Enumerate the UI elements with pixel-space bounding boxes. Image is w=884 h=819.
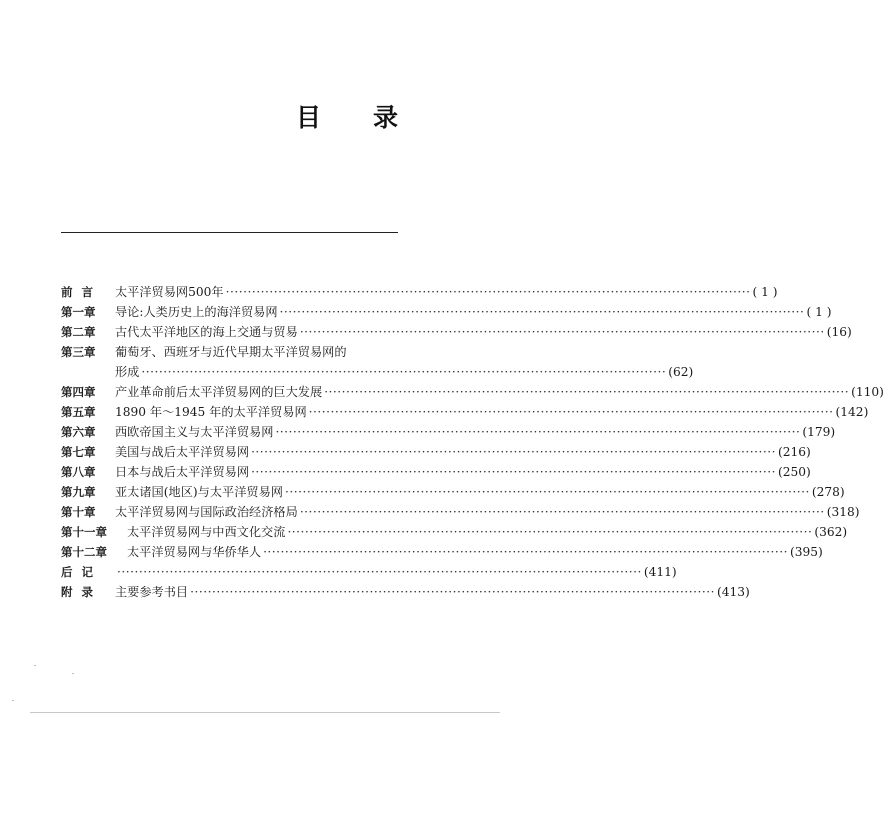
toc-entry-page: (413) — [717, 585, 750, 599]
toc-entry-title: 美国与战后太平洋贸易网 — [115, 445, 250, 459]
toc-leader-dots: ························································································································ — [299, 505, 825, 519]
toc-entry-title: 主要参考书目 — [115, 585, 189, 599]
toc-entry — [61, 322, 852, 342]
toc-entry-page: (250) — [777, 465, 811, 479]
toc-entry-title: 太平洋贸易网与华侨华人 — [127, 545, 262, 559]
toc-entry-body — [115, 342, 399, 362]
toc-entry-body — [115, 402, 869, 422]
toc-entry-title: 西欧帝国主义与太平洋贸易网 — [115, 425, 274, 439]
toc-leader-dots: ························································································································ — [141, 365, 667, 379]
toc-entry — [61, 362, 694, 382]
toc-leader-dots: ························································································································ — [263, 545, 788, 559]
toc-leader-dots: ························································································································ — [225, 285, 751, 299]
toc-leader-dots: ························································································································ — [275, 425, 801, 439]
toc-entry — [61, 522, 848, 542]
toc-entry-body — [115, 422, 836, 442]
toc-entry — [61, 342, 399, 362]
toc-entry — [61, 402, 869, 422]
page-title — [296, 98, 406, 132]
toc-entry-title: 产业革命前后太平洋贸易网的巨大发展 — [115, 385, 323, 399]
toc-entry-label: 第九章 — [61, 485, 96, 499]
toc-entry — [61, 482, 845, 502]
toc-entry-label: 第三章 — [61, 345, 96, 359]
toc-entry-page: (411) — [643, 565, 677, 579]
toc-entry-body — [115, 322, 852, 342]
toc-leader-dots: ························································································································ — [117, 565, 642, 579]
scan-speck — [72, 673, 74, 674]
toc-entry-page: ( 1 ) — [806, 305, 832, 319]
toc-entry-label: 第十章 — [61, 505, 96, 519]
toc-entry-title: 亚太诸国(地区)与太平洋贸易网 — [115, 485, 283, 499]
toc-entry-label: 第十一章 — [61, 525, 107, 539]
toc-entry-label: 第六章 — [61, 425, 96, 439]
toc-entry-title: 1890 年～1945 年的太平洋贸易网 — [115, 405, 307, 419]
toc-leader-dots: ························································································································ — [284, 485, 810, 499]
toc-entry-label: 后记 — [61, 565, 102, 579]
toc-entry-body — [115, 462, 811, 482]
toc-entry-label: 第七章 — [61, 445, 96, 459]
toc-entry-page: (395) — [789, 545, 823, 559]
toc-entry-body — [115, 362, 694, 382]
toc-entry-label: 第八章 — [61, 465, 96, 479]
title-divider — [61, 232, 398, 233]
toc-entry-body — [115, 282, 778, 302]
toc-entry-body — [115, 442, 811, 462]
toc-entry — [61, 562, 677, 582]
toc-entry — [61, 582, 750, 602]
toc-entry-body — [115, 382, 884, 402]
toc-entry-label: 第十二章 — [61, 545, 107, 559]
toc-entry — [61, 382, 884, 402]
title-char-2: 录 — [373, 103, 399, 132]
title-char-1: 目 — [296, 103, 322, 132]
toc-entry-label: 前言 — [61, 285, 102, 299]
toc-entry — [61, 302, 832, 322]
toc-entry — [61, 442, 811, 462]
page-bottom-edge — [30, 712, 500, 713]
toc-leader-dots: ························································································································ — [251, 445, 776, 459]
toc-entry-body — [127, 522, 848, 542]
toc-entry-title: 太平洋贸易网与国际政治经济格局 — [115, 505, 298, 519]
toc-entry — [61, 422, 836, 442]
scan-speck — [34, 665, 36, 666]
toc-entry-page: (278) — [811, 485, 845, 499]
toc-leader-dots: ························································································································ — [299, 325, 825, 339]
toc-entry-title: 葡萄牙、西班牙与近代早期太平洋贸易网的 — [115, 345, 347, 359]
table-of-contents — [61, 282, 884, 602]
toc-entry-title: 导论:人类历史上的海洋贸易网 — [115, 305, 278, 319]
toc-entry-body — [115, 482, 845, 502]
toc-entry-page: (16) — [826, 325, 852, 339]
toc-entry-page: ( 1 ) — [752, 285, 778, 299]
toc-entry-title: 日本与战后太平洋贸易网 — [115, 465, 250, 479]
toc-entry-label: 第四章 — [61, 385, 96, 399]
toc-entry-label: 第一章 — [61, 305, 96, 319]
toc-entry-page: (62) — [668, 365, 694, 379]
toc-entry-label: 附录 — [61, 585, 102, 599]
toc-entry-body — [115, 302, 832, 322]
toc-entry-page: (110) — [851, 385, 884, 399]
toc-entry-label: 第二章 — [61, 325, 96, 339]
toc-entry — [61, 502, 860, 522]
toc-entry-title: 形成 — [115, 365, 140, 379]
toc-entry-body — [127, 542, 823, 562]
toc-leader-dots: ························································································································ — [279, 305, 805, 319]
toc-entry-page: (362) — [814, 525, 848, 539]
toc-entry-body — [115, 502, 860, 522]
toc-entry-page: (142) — [835, 405, 869, 419]
toc-entry-body — [115, 562, 677, 582]
toc-entry-label: 第五章 — [61, 405, 96, 419]
toc-leader-dots: ························································································································ — [324, 385, 850, 399]
toc-leader-dots: ························································································································ — [251, 465, 776, 479]
toc-entry-page: (216) — [777, 445, 811, 459]
toc-leader-dots: ························································································································ — [190, 585, 716, 599]
toc-entry-title: 古代太平洋地区的海上交通与贸易 — [115, 325, 298, 339]
toc-entry-page: (318) — [826, 505, 860, 519]
toc-entry — [61, 282, 778, 302]
toc-entry — [61, 462, 811, 482]
toc-entry — [61, 542, 823, 562]
toc-entry-title: 太平洋贸易网500年 — [115, 285, 224, 299]
toc-leader-dots: ························································································································ — [308, 405, 834, 419]
toc-leader-dots: ························································································································ — [287, 525, 813, 539]
toc-entry-title: 太平洋贸易网与中西文化交流 — [127, 525, 286, 539]
toc-entry-body — [115, 582, 750, 602]
toc-entry-page: (179) — [802, 425, 836, 439]
scan-speck — [12, 700, 14, 701]
